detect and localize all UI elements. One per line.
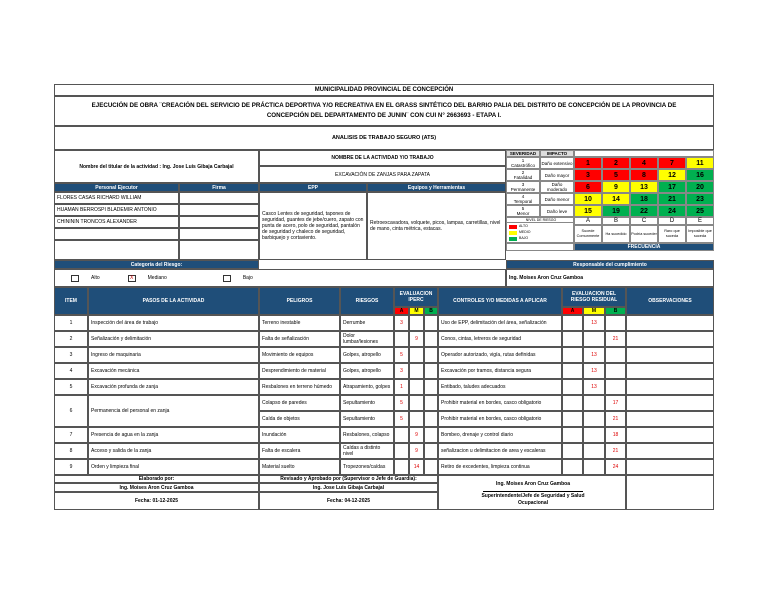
eval-cell: 3 (394, 315, 409, 331)
cell-control: Excavación por tramos, distancia segura (438, 363, 562, 379)
residual-cell: 13 (583, 315, 605, 331)
cell-riesgo: Tropezones/caídas (340, 459, 394, 475)
eval-cell: 3 (394, 363, 409, 379)
residual-cell (562, 363, 583, 379)
matrix-cell: 11 (686, 157, 714, 169)
cell-peligro: Resbalones en terreno húmedo (259, 379, 340, 395)
cell-riesgo: Caídas a distinto nivel (340, 443, 394, 459)
impact-level: Daño moderado (540, 181, 574, 193)
col-eval: EVALUACION IPERC (394, 287, 438, 307)
col-controles: CONTROLES Y/O MEDIDAS A APLICAR (438, 287, 562, 315)
matrix-legend (506, 217, 574, 243)
cell-item: 7 (54, 427, 88, 443)
cell-obs (626, 379, 714, 395)
signature-line (483, 491, 583, 492)
matrix-cell: 8 (630, 169, 658, 181)
cell-control: Operador autorizado, vigía, rutas definidas (438, 347, 562, 363)
holder-label: Nombre del titular de la actividad : Ing. Jose Luis Gibaja Carbajal (54, 150, 259, 183)
severity-level (506, 193, 540, 205)
severity-level (506, 181, 540, 193)
cell-control: Conos, cintas, letreros de seguridad (438, 331, 562, 347)
eval-cell (394, 443, 409, 459)
residual-cell: 21 (605, 411, 626, 427)
cell-riesgo: Atrapamiento, golpes (340, 379, 394, 395)
matrix-cell: 1 (574, 157, 602, 169)
residual-cell: 13 (583, 363, 605, 379)
cell-obs (626, 363, 714, 379)
matrix-cell: 4 (630, 157, 658, 169)
cell-peligro: Material suelto (259, 459, 340, 475)
residual-cell (583, 459, 605, 475)
eval-cell (409, 379, 424, 395)
col-riesgos: RIESGOS (340, 287, 394, 315)
cell-paso: Inspección del área de trabajo (88, 315, 259, 331)
firma-name: Ing. Moises Aron Cruz Gamboa (496, 481, 570, 487)
cell-paso: Ingreso de maquinaria (88, 347, 259, 363)
residual-cell (562, 379, 583, 395)
cell-control: Uso de EPP, delimitación del área, señalización (438, 315, 562, 331)
eval-cell (409, 395, 424, 411)
matrix-cell: 24 (658, 205, 686, 217)
legend-medio-swatch (509, 231, 517, 235)
eval-cell: 9 (409, 331, 424, 347)
eval-cell (409, 315, 424, 331)
cell-obs (626, 459, 714, 475)
eval-cell (424, 363, 438, 379)
residual-cell (605, 363, 626, 379)
cell-item: 3 (54, 347, 88, 363)
activity-name-label: NOMBRE DE LA ACTIVIDAD Y/O TRABAJO (259, 150, 506, 166)
matrix-cell: 9 (602, 181, 630, 193)
firma-cell (179, 204, 259, 216)
cell-control: Prohibir material en bordes, casco obligatorio (438, 411, 562, 427)
cell-item: 5 (54, 379, 88, 395)
matrix-cell: 7 (658, 157, 686, 169)
eval-cell (409, 347, 424, 363)
col-eval-b: B (424, 307, 438, 315)
revisado-name: Ing. Jose Luis Gibaja Carbajal (259, 483, 438, 492)
eval-cell (394, 427, 409, 443)
legend-title: NIVEL DE RIESGO (507, 218, 575, 223)
cell-control: señalizacion u delimitacion de area y escaleras (438, 443, 562, 459)
col-eval-res: EVALUACION DEL RIESGO RESIDUAL (562, 287, 626, 307)
cell-control: Prohibir material en bordes, casco obligatorio (438, 395, 562, 411)
residual-cell (583, 443, 605, 459)
personal-row: FLORES CASAS RICHARD WILLIAM (54, 192, 179, 204)
cell-peligro: Desprendimiento de material (259, 363, 340, 379)
residual-cell (583, 427, 605, 443)
matrix-cell: 19 (602, 205, 630, 217)
cell-obs (626, 427, 714, 443)
residual-cell: 24 (605, 459, 626, 475)
residual-cell (583, 411, 605, 427)
eval-cell (424, 395, 438, 411)
firma-block (438, 475, 626, 510)
residual-cell (583, 395, 605, 411)
ats-sheet (54, 84, 714, 510)
epp-text: Casco Lentes de seguridad, tapones de seguridad, guantes de jebe/cuero, zapato con punta de acero, polo de seguridad, pantalón de seguridad y chaleco de seguridad, barbiquejo y cortaviento. (259, 192, 367, 260)
eval-cell (424, 315, 438, 331)
cell-riesgo: Golpes, atropello (340, 347, 394, 363)
severity-number: 2 (521, 170, 525, 175)
cell-paso: Permanencia del personal en zanja (88, 395, 259, 427)
frequency-letter: C (630, 217, 658, 225)
frequency-letter: A (574, 217, 602, 225)
cell-peligro: Terreno inestable (259, 315, 340, 331)
cell-item: 4 (54, 363, 88, 379)
matrix-blank (506, 243, 574, 251)
col-res-m: M (583, 307, 605, 315)
alto-label: Alto (91, 275, 100, 281)
riesgo-header: Categoría del Riesgo: (54, 260, 259, 269)
col-item: ITEM (54, 287, 88, 315)
eval-cell (409, 411, 424, 427)
personal-row: HUAMAN BERROSPI BLADEMIR ANTONIO (54, 204, 179, 216)
col-peligros: PELIGROS (259, 287, 340, 315)
mediano-checkbox[interactable]: X (128, 275, 136, 282)
cell-paso: Señalización y delimitación (88, 331, 259, 347)
impact-level: Daño leve (540, 205, 574, 217)
eval-cell (424, 443, 438, 459)
personal-header: Personal Ejecutor (54, 183, 179, 192)
col-res-b: B (605, 307, 626, 315)
frequency-letter: D (658, 217, 686, 225)
eval-cell (424, 331, 438, 347)
cell-obs (626, 395, 714, 411)
cell-paso: Excavación mecánica (88, 363, 259, 379)
personal-row (54, 240, 179, 260)
cell-paso: Excavación profunda de zanja (88, 379, 259, 395)
cell-obs (626, 331, 714, 347)
matrix-cell: 6 (574, 181, 602, 193)
frequency-label: Podría suceder (630, 225, 658, 243)
revisado-fecha: Fecha: 04-12-2025 (259, 492, 438, 510)
responsable-name: Ing. Moises Aron Cruz Gamboa (506, 269, 714, 287)
residual-cell: 21 (605, 443, 626, 459)
equipos-header: Equipos y Herramientas (367, 183, 506, 192)
bajo-checkbox[interactable] (223, 275, 231, 282)
cell-item: 9 (54, 459, 88, 475)
residual-cell (562, 427, 583, 443)
form-title: ANALISIS DE TRABAJO SEGURO (ATS) (54, 126, 714, 150)
impact-level: Daño menor (540, 193, 574, 205)
severity-number: 4 (521, 194, 525, 199)
matrix-cell: 13 (630, 181, 658, 193)
bajo-label: Bajo (242, 275, 253, 281)
impact-level: Daño mayor (540, 169, 574, 181)
severity-number: 3 (521, 182, 525, 187)
riesgo-category (54, 269, 506, 287)
cell-riesgo: Dolor lumbar/lesiones (340, 331, 394, 347)
activity-name: EXCAVACIÓN DE ZANJAS PARA ZAPATA (259, 166, 506, 183)
matrix-cell: 17 (658, 181, 686, 193)
severity-level (506, 157, 540, 169)
residual-cell (605, 347, 626, 363)
matrix-cell: 20 (686, 181, 714, 193)
severity-name: Fatalidad (513, 175, 533, 180)
eval-cell (409, 363, 424, 379)
residual-cell (562, 331, 583, 347)
cell-obs (626, 411, 714, 427)
eval-cell: 5 (394, 347, 409, 363)
elaborado-label: Elaborado por: (54, 475, 259, 483)
col-obs: OBSERVACIONES (626, 287, 714, 315)
matrix-cell: 3 (574, 169, 602, 181)
firma-header: Firma (179, 183, 259, 192)
severidad-header: SEVERIDAD (506, 150, 540, 157)
firma-cell (179, 216, 259, 228)
matrix-cell: 12 (658, 169, 686, 181)
firma-cell (179, 192, 259, 204)
risk-matrix (506, 150, 714, 260)
cell-peligro: Falta de señalización (259, 331, 340, 347)
matrix-cell: 22 (630, 205, 658, 217)
frequency-letter: E (686, 217, 714, 225)
cell-riesgo: Resbalones, colapso (340, 427, 394, 443)
residual-cell (562, 459, 583, 475)
impacto-header: IMPACTO (540, 150, 574, 157)
firma-cell (179, 240, 259, 260)
residual-cell (583, 331, 605, 347)
severity-name: Catastrófico (510, 163, 535, 168)
cell-peligro: Colapso de paredes (259, 395, 340, 411)
severity-name: Menor (516, 211, 530, 216)
eval-cell (424, 379, 438, 395)
residual-cell: 13 (583, 379, 605, 395)
cell-riesgo: Sepultamiento (340, 395, 394, 411)
residual-cell: 18 (605, 427, 626, 443)
matrix-cell: 21 (658, 193, 686, 205)
residual-cell: 17 (605, 395, 626, 411)
cell-item: 2 (54, 331, 88, 347)
frequency-label: Ha sucedido (602, 225, 630, 243)
matrix-cell: 18 (630, 193, 658, 205)
matrix-cell: 10 (574, 193, 602, 205)
footer-blank (626, 475, 714, 510)
matrix-cell: 5 (602, 169, 630, 181)
frecuencia-label: FRECUENCIA (574, 243, 714, 251)
equipos-text: Retroexcavadora, volquete, picos, lampas, carretillas, nivel de mano, cinta métrica, estacas. (367, 192, 506, 260)
residual-cell: 21 (605, 331, 626, 347)
cell-obs (626, 315, 714, 331)
revisado-label: Revisado y Aprobado por (Supervisor o Jefe de Guardia): (259, 475, 438, 483)
personal-row: CHINININ TRONCOS ALEXANDER (54, 216, 179, 228)
residual-cell (605, 315, 626, 331)
severity-level (506, 205, 540, 217)
matrix-cell: 15 (574, 205, 602, 217)
cell-item: 1 (54, 315, 88, 331)
residual-cell: 13 (583, 347, 605, 363)
severity-name: Permanente (510, 187, 536, 192)
cell-paso: Acceso y salida de la zanja (88, 443, 259, 459)
eval-cell (394, 459, 409, 475)
matrix-cell: 23 (686, 193, 714, 205)
alto-checkbox[interactable] (71, 275, 79, 282)
epp-header: EPP (259, 183, 367, 192)
residual-cell (562, 395, 583, 411)
cell-peligro: Inundación (259, 427, 340, 443)
cell-peligro: Falta de escalera (259, 443, 340, 459)
severity-number: 1 (521, 158, 525, 163)
residual-cell (562, 443, 583, 459)
personal-row (54, 228, 179, 240)
cell-paso: Orden y limpieza final (88, 459, 259, 475)
elaborado-fecha: Fecha: 01-12-2025 (54, 492, 259, 510)
severity-name: Temporal (513, 199, 533, 204)
cell-obs (626, 443, 714, 459)
frequency-label: Imposible que suceda (686, 225, 714, 243)
cell-obs (626, 347, 714, 363)
elaborado-name: Ing. Moises Aron Cruz Gamboa (54, 483, 259, 492)
eval-cell: 9 (409, 427, 424, 443)
eval-cell: 5 (394, 395, 409, 411)
col-eval-a: A (394, 307, 409, 315)
matrix-cell: 14 (602, 193, 630, 205)
residual-cell (605, 379, 626, 395)
legend-bajo: BAJO (519, 236, 529, 240)
legend-alto-swatch (509, 225, 517, 229)
col-res-a: A (562, 307, 583, 315)
firma-role: Superintendente/Jefe de Seguridad y Salud Ocupacional (481, 493, 585, 506)
eval-cell (424, 427, 438, 443)
residual-cell (562, 315, 583, 331)
mediano-label: Mediano (147, 275, 167, 281)
matrix-cell: 2 (602, 157, 630, 169)
impact-level: Daño extensivo (540, 157, 574, 169)
municipality-title: MUNICIPALIDAD PROVINCIAL DE CONCEPCIÓN (54, 84, 714, 96)
responsable-header: Responsable del cumplimiento (506, 260, 714, 269)
legend-bajo-swatch (509, 237, 517, 241)
cell-paso: Presencia de agua en la zanja (88, 427, 259, 443)
cell-control: Entibado, taludes adecuados (438, 379, 562, 395)
cell-riesgo: Golpes, atropello (340, 363, 394, 379)
matrix-cell: 16 (686, 169, 714, 181)
matrix-cell: 25 (686, 205, 714, 217)
col-eval-m: M (409, 307, 424, 315)
cell-item: 8 (54, 443, 88, 459)
legend-medio: MEDIO (519, 230, 531, 234)
project-title: EJECUCIÓN DE OBRA ¨CREACIÓN DEL SERVICIO DE PRÁCTICA DEPORTIVA Y/O RECREATIVA EN EL GRASS SINTÉTICO DEL BARRIO PALIA DEL DISTRITO DE CONCEPCIÓN DE LA PROVINCIA DE CONCEPCIÓN DEL DEPARTAMENTO DE JUNIN¨ CON CUI N° 2663693 - ETAPA I. (54, 96, 714, 126)
eval-cell (424, 459, 438, 475)
frequency-label: Raro que suceda (658, 225, 686, 243)
frequency-label: Sucede Comunmente (574, 225, 602, 243)
firma-cell (179, 228, 259, 240)
col-pasos: PASOS DE LA ACTIVIDAD (88, 287, 259, 315)
severity-number: 5 (521, 206, 525, 211)
residual-cell (562, 347, 583, 363)
cell-item: 6 (54, 395, 88, 427)
cell-peligro: Caída de objetos (259, 411, 340, 427)
severity-level (506, 169, 540, 181)
eval-cell: 9 (409, 443, 424, 459)
legend-alto: ALTO (519, 224, 528, 228)
eval-cell: 1 (394, 379, 409, 395)
cell-riesgo: Sepultamiento (340, 411, 394, 427)
frequency-letter: B (602, 217, 630, 225)
eval-cell (394, 331, 409, 347)
eval-cell (424, 347, 438, 363)
cell-riesgo: Derrumbe (340, 315, 394, 331)
cell-control: Retiro de excedentes, limpieza continua (438, 459, 562, 475)
cell-peligro: Movimiento de equipos (259, 347, 340, 363)
eval-cell: 14 (409, 459, 424, 475)
residual-cell (562, 411, 583, 427)
cell-control: Bombeo, drenaje y control diario (438, 427, 562, 443)
eval-cell: 5 (394, 411, 409, 427)
matrix-top-blank (574, 150, 714, 157)
eval-cell (424, 411, 438, 427)
